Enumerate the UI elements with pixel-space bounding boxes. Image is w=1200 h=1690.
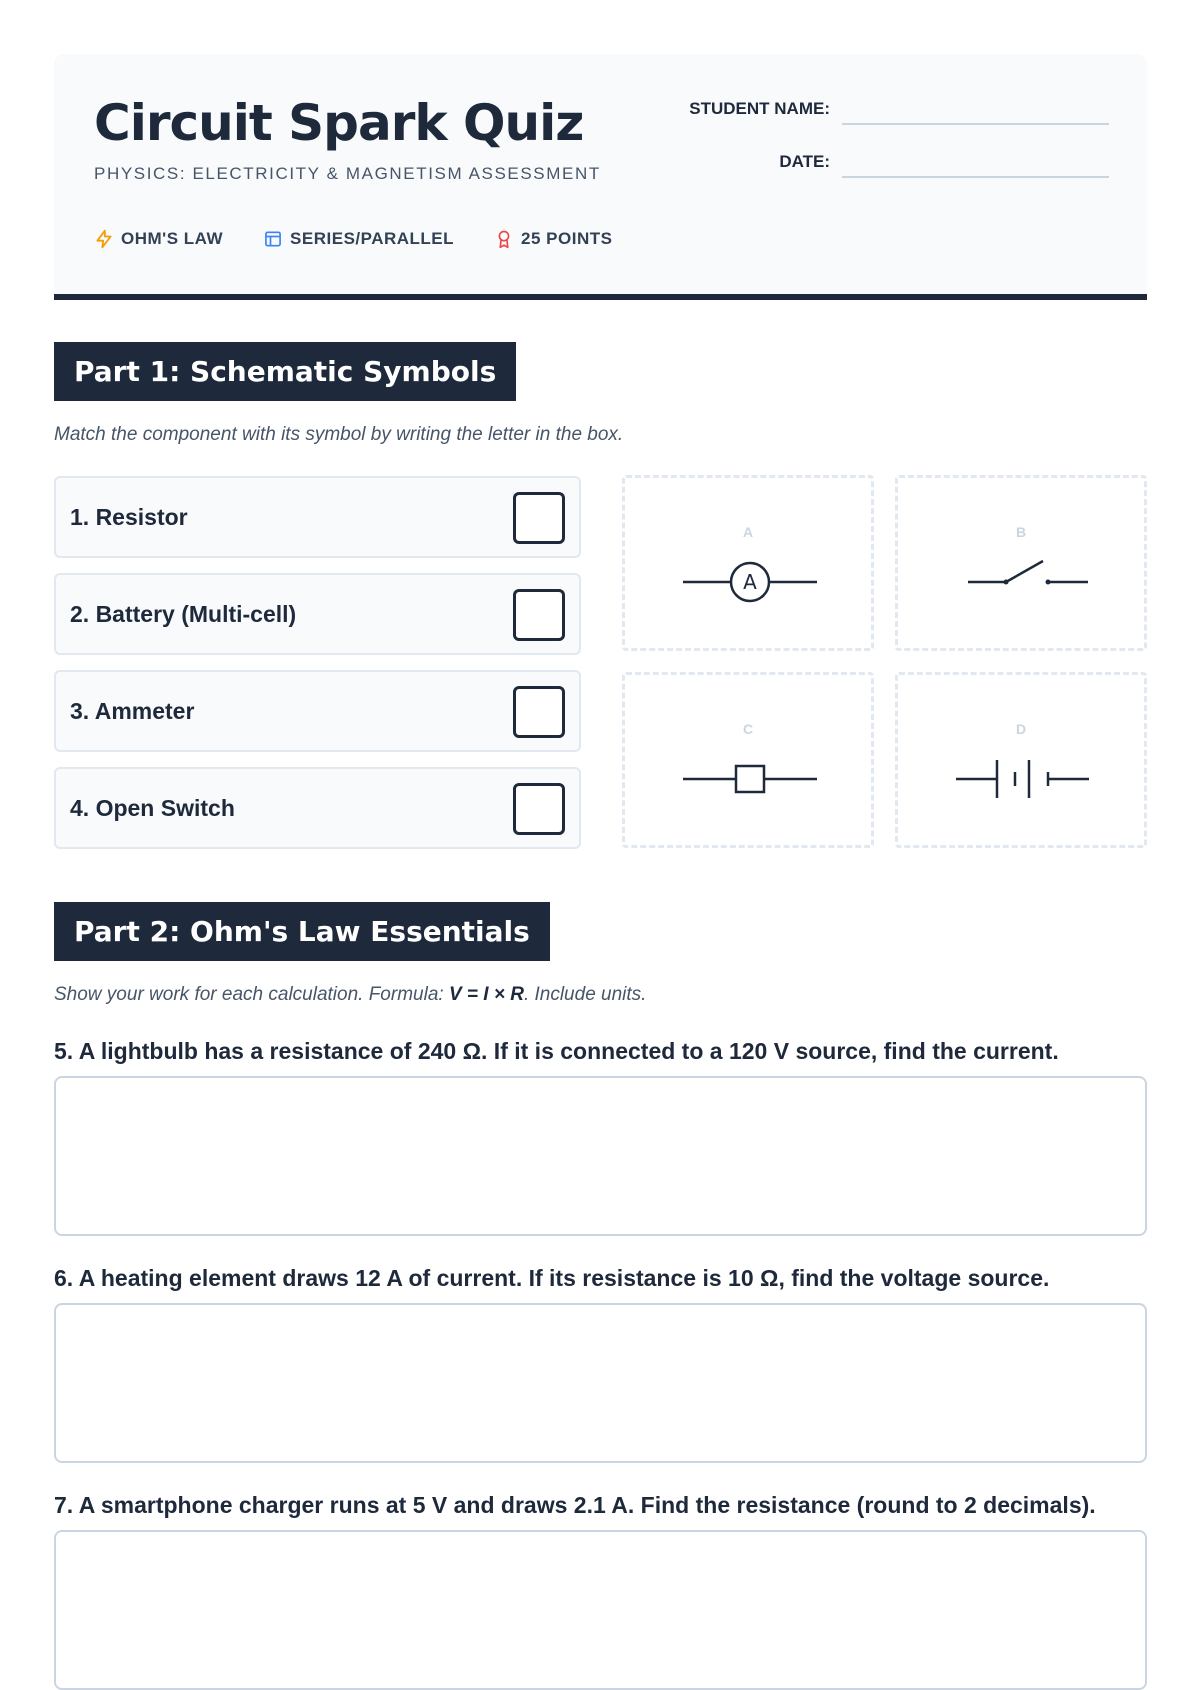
instructions-prefix: Show your work for each calculation. Formula:	[54, 984, 449, 1005]
award-icon	[494, 229, 514, 249]
answer-area-6[interactable]	[54, 1303, 1147, 1463]
answer-box-1[interactable]	[513, 492, 565, 544]
page-title: Circuit Spark Quiz	[94, 94, 584, 152]
question-7: 7. A smartphone charger runs at 5 V and draws 2.1 A. Find the resistance (round to 2 decimals).	[54, 1492, 1096, 1518]
tag-label: OHM'S LAW	[121, 229, 224, 248]
ammeter-glyph: A	[743, 570, 757, 594]
component-label: 2. Battery (Multi-cell)	[70, 601, 297, 627]
part2-title: Part 2: Ohm's Law Essentials	[54, 902, 550, 961]
component-item	[54, 476, 581, 558]
tag-ohms-law	[94, 229, 223, 249]
component-label: 1. Resistor	[70, 504, 188, 530]
symbol-card-c	[622, 672, 874, 848]
answer-area-5[interactable]	[54, 1076, 1147, 1236]
symbol-letter: D	[1015, 721, 1027, 737]
answer-box-4[interactable]	[513, 783, 565, 835]
part2-instructions	[54, 984, 646, 1006]
tag-label: 25 POINTS	[521, 229, 613, 248]
tag-series-parallel	[263, 229, 454, 249]
question-6: 6. A heating element draws 12 A of current. If its resistance is 10 Ω, find the voltage source.	[54, 1265, 1050, 1291]
component-label: 4. Open Switch	[70, 795, 235, 821]
symbol-letter: B	[1015, 524, 1027, 540]
student-name-label: STUDENT NAME:	[689, 99, 830, 118]
component-item	[54, 573, 581, 655]
part1-instructions: Match the component with its symbol by writing the letter in the box.	[54, 424, 624, 445]
instructions-suffix: . Include units.	[523, 984, 647, 1005]
component-item	[54, 767, 581, 849]
layout-icon	[263, 229, 283, 249]
topic-tags	[94, 229, 612, 249]
answer-box-3[interactable]	[513, 686, 565, 738]
battery-symbol-icon	[898, 675, 1150, 851]
component-item	[54, 670, 581, 752]
tag-label: SERIES/PARALLEL	[290, 229, 455, 248]
ammeter-symbol-icon	[625, 478, 877, 654]
tag-points	[494, 229, 612, 249]
part1-title: Part 1: Schematic Symbols	[54, 342, 516, 401]
symbol-card-b	[895, 475, 1147, 651]
page-subtitle: PHYSICS: ELECTRICITY & MAGNETISM ASSESSMENT	[94, 164, 601, 183]
formula: V = I × R	[448, 984, 524, 1005]
symbol-letter: A	[742, 524, 754, 540]
component-label: 3. Ammeter	[70, 698, 195, 724]
symbol-card-a	[622, 475, 874, 651]
lightning-icon	[94, 229, 114, 249]
resistor-symbol-icon	[625, 675, 877, 851]
question-5: 5. A lightbulb has a resistance of 240 Ω. If it is connected to a 120 V source, find the current.	[54, 1038, 1059, 1064]
open-switch-symbol-icon	[898, 478, 1150, 654]
date-label: DATE:	[779, 152, 830, 171]
symbol-card-d	[895, 672, 1147, 848]
quiz-header	[54, 54, 1147, 300]
answer-area-7[interactable]	[54, 1530, 1147, 1690]
student-name-field[interactable]	[842, 123, 1109, 125]
date-field[interactable]	[842, 176, 1109, 178]
symbol-letter: C	[742, 721, 754, 737]
answer-box-2[interactable]	[513, 589, 565, 641]
